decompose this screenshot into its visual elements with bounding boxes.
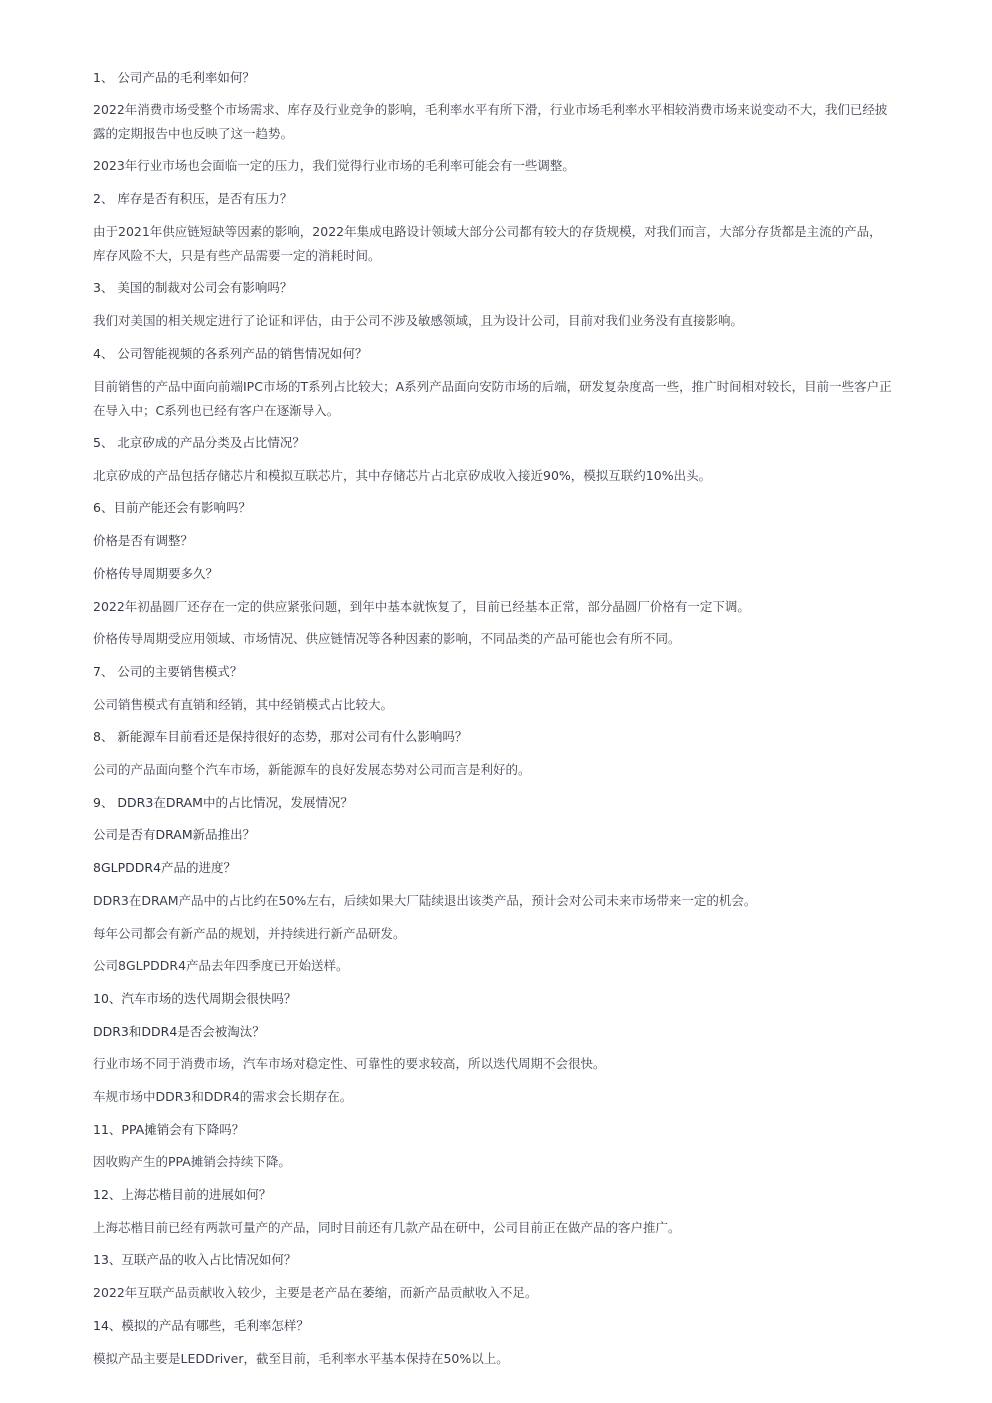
question-14: 14、模拟的产品有哪些，毛利率怎样？: [93, 1318, 309, 1333]
answer-4-line-1: 目前销售的产品中面向前端IPC市场的T系列占比较大；A系列产品面向安防市场的后端，研发复杂度高一些，推广时间相对较长，目前一些客户正: [93, 379, 892, 394]
answer-3: 我们对美国的相关规定进行了论证和评估，由于公司不涉及敏感领域，且为设计公司，目前对我们业务没有直接影响。: [93, 313, 744, 328]
answer-5: 北京矽成的产品包括存储芯片和模拟互联芯片，其中存储芯片占北京矽成收入接近90%，模拟互联约10%出头。: [93, 468, 712, 483]
answer-12: 上海芯楷目前已经有两款可量产的产品，同时目前还有几款产品在研中，公司目前正在做产品的客户推广。: [93, 1220, 681, 1235]
answer-14: 模拟产品主要是LEDDriver，截至目前，毛利率水平基本保持在50%以上。: [93, 1351, 509, 1366]
answer-10-line-1: 行业市场不同于消费市场，汽车市场对稳定性、可靠性的要求较高，所以迭代周期不会很快。: [93, 1056, 606, 1071]
answer-2-line-1: 由于2021年供应链短缺等因素的影响，2022年集成电路设计领域大部分公司都有较大的存货规模，对我们而言，大部分存货都是主流的产品，: [93, 224, 882, 239]
answer-2-line-2: 库存风险不大，只是有些产品需要一定的消耗时间。: [93, 248, 381, 263]
answer-9-line-1: DDR3在DRAM产品中的占比约在50%左右，后续如果大厂陆续退出该类产品，预计会对公司未来市场带来一定的机会。: [93, 893, 757, 908]
question-10: 10、汽车市场的迭代周期会很快吗？: [93, 991, 297, 1006]
question-10b: DDR3和DDR4是否会被淘汰？: [93, 1024, 265, 1039]
answer-8: 公司的产品面向整个汽车市场，新能源车的良好发展态势对公司而言是利好的。: [93, 762, 531, 777]
answer-9-line-2: 每年公司都会有新产品的规划，并持续进行新产品研发。: [93, 926, 406, 941]
answer-1-line-1: 2022年消费市场受整个市场需求、库存及行业竞争的影响，毛利率水平有所下滑，行业市场毛利率水平相较消费市场来说变动不大，我们已经披: [93, 102, 888, 117]
question-1: 1、 公司产品的毛利率如何？: [93, 70, 255, 85]
question-4: 4、 公司智能视频的各系列产品的销售情况如何？: [93, 346, 368, 361]
answer-13: 2022年互联产品贡献收入较少，主要是老产品在萎缩，而新产品贡献收入不足。: [93, 1285, 538, 1300]
question-9c: 8GLPDDR4产品的进度？: [93, 860, 237, 875]
question-7: 7、 公司的主要销售模式？: [93, 664, 243, 679]
answer-9-line-3: 公司8GLPDDR4产品去年四季度已开始送样。: [93, 958, 349, 973]
answer-6-line-1: 2022年初晶圆厂还存在一定的供应紧张问题，到年中基本就恢复了，目前已经基本正常，部分晶圆厂价格有一定下调。: [93, 599, 750, 614]
question-9b: 公司是否有DRAM新品推出？: [93, 827, 256, 842]
question-8: 8、 新能源车目前看还是保持很好的态势，那对公司有什么影响吗？: [93, 729, 468, 744]
question-11: 11、PPA摊销会有下降吗？: [93, 1122, 245, 1137]
answer-1-line-2: 露的定期报告中也反映了这一趋势。: [93, 126, 294, 141]
answer-6-line-2: 价格传导周期受应用领域、市场情况、供应链情况等各种因素的影响，不同品类的产品可能也会有所不同。: [93, 631, 681, 646]
question-6b: 价格是否有调整？: [93, 533, 194, 548]
answer-11: 因收购产生的PPA摊销会持续下降。: [93, 1154, 291, 1169]
answer-4-line-2: 在导入中；C系列也已经有客户在逐渐导入。: [93, 403, 340, 418]
answer-10-line-2: 车规市场中DDR3和DDR4的需求会长期存在。: [93, 1089, 353, 1104]
question-9: 9、 DDR3在DRAM中的占比情况，发展情况？: [93, 795, 353, 810]
question-13: 13、互联产品的收入占比情况如何？: [93, 1252, 297, 1267]
question-12: 12、上海芯楷目前的进展如何？: [93, 1187, 272, 1202]
question-6c: 价格传导周期要多久？: [93, 566, 219, 581]
question-6: 6、目前产能还会有影响吗？: [93, 500, 251, 515]
answer-1-line-3: 2023年行业市场也会面临一定的压力，我们觉得行业市场的毛利率可能会有一些调整。: [93, 158, 575, 173]
answer-7: 公司销售模式有直销和经销，其中经销模式占比较大。: [93, 697, 394, 712]
question-3: 3、 美国的制裁对公司会有影响吗？: [93, 280, 293, 295]
question-5: 5、 北京矽成的产品分类及占比情况？: [93, 435, 305, 450]
question-2: 2、 库存是否有积压，是否有压力？: [93, 191, 293, 206]
